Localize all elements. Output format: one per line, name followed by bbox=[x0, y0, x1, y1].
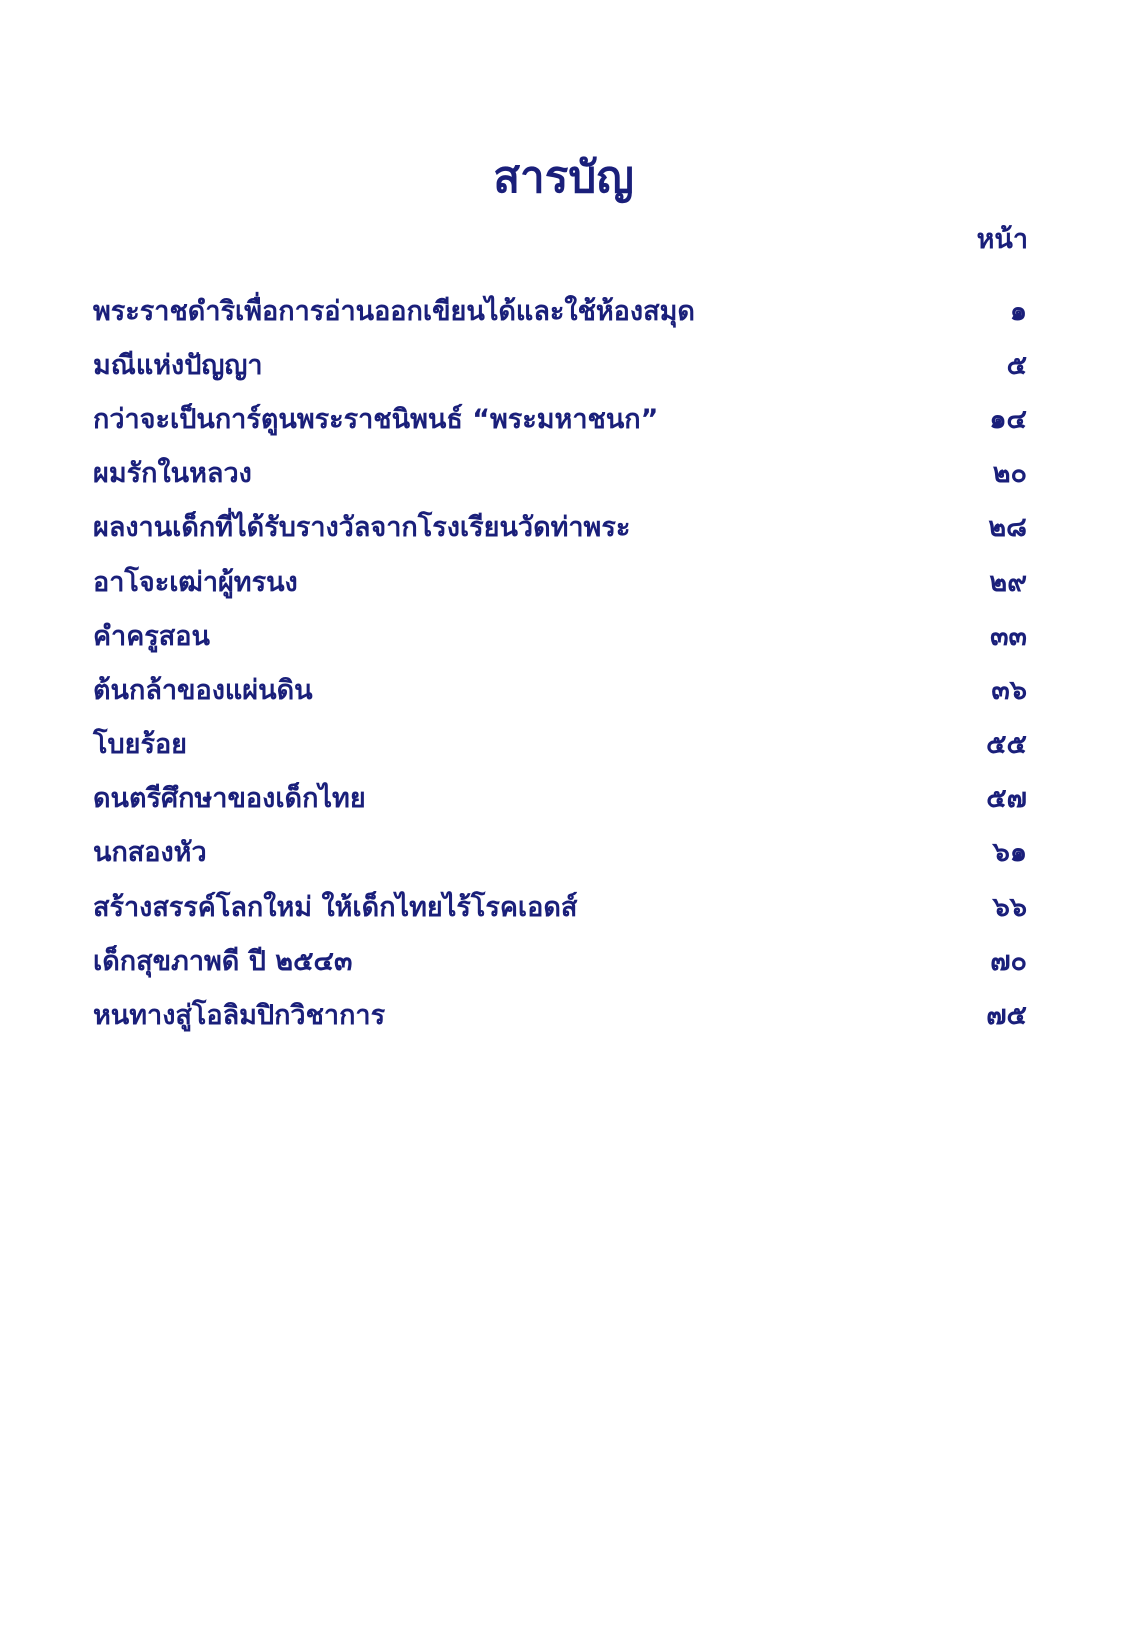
toc-entry-page-number: ๓๓ bbox=[990, 620, 1027, 652]
toc-entry-title: มณีแห่งปัญญา bbox=[93, 349, 263, 381]
toc-entry-page-number: ๗๐ bbox=[990, 945, 1027, 977]
toc-entry[interactable] bbox=[93, 500, 1027, 554]
toc-entry-title: หนทางสู่โอลิมปิกวิชาการ bbox=[93, 1000, 386, 1032]
toc-entry-page-number: ๑ bbox=[1009, 295, 1027, 327]
toc-entry-page-number: ๑๔ bbox=[989, 403, 1027, 435]
page-title: สารบัญ bbox=[493, 152, 634, 203]
toc-entry[interactable] bbox=[93, 337, 1027, 391]
toc-entry-title: อาโจะเฒ่าผู้ทรนง bbox=[93, 566, 298, 598]
toc-entry-title: พระราชดำริเพื่อการอ่านออกเขียนได้และใช้ห้องสมุด bbox=[93, 295, 695, 327]
toc-entry[interactable] bbox=[93, 717, 1027, 771]
toc-entry-page-number: ๖๖ bbox=[992, 891, 1027, 923]
toc-entry-page-number: ๒๐ bbox=[992, 458, 1027, 490]
toc-entry[interactable] bbox=[93, 554, 1027, 608]
toc-entry[interactable] bbox=[93, 608, 1027, 662]
toc-entry-page-number: ๒๙ bbox=[989, 566, 1027, 598]
toc-entry[interactable] bbox=[93, 283, 1027, 337]
page-column-header: หน้า bbox=[976, 224, 1028, 255]
toc-entry-title: โบยร้อย bbox=[93, 729, 187, 761]
toc-entry-page-number: ๗๕ bbox=[986, 1000, 1027, 1032]
toc-entry-title: สร้างสรรค์โลกใหม่ ให้เด็กไทยไร้โรคเอดส์ bbox=[93, 891, 578, 923]
toc-entry-page-number: ๕๗ bbox=[986, 783, 1027, 815]
toc-entry-title: ผมรักในหลวง bbox=[93, 458, 252, 490]
toc-entry[interactable] bbox=[93, 825, 1027, 879]
toc-entry-page-number: ๕ bbox=[1006, 349, 1027, 381]
toc-entry[interactable] bbox=[93, 446, 1027, 500]
toc-entry-title: เด็กสุขภาพดี ปี ๒๕๔๓ bbox=[93, 945, 353, 977]
toc-entry-title: นกสองหัว bbox=[93, 837, 207, 869]
toc-entry-page-number: ๒๘ bbox=[988, 512, 1027, 544]
toc-entry[interactable] bbox=[93, 771, 1027, 825]
toc-entry-title: ผลงานเด็กที่ได้รับรางวัลจากโรงเรียนวัดท่าพระ bbox=[93, 512, 631, 544]
toc-entry-title: กว่าจะเป็นการ์ตูนพระราชนิพนธ์ “พระมหาชนก” bbox=[93, 403, 659, 435]
toc-entry-title: ดนตรีศึกษาของเด็กไทย bbox=[93, 783, 366, 815]
toc-entry[interactable] bbox=[93, 662, 1027, 716]
toc-entry[interactable] bbox=[93, 933, 1027, 987]
toc-entry[interactable] bbox=[93, 987, 1027, 1041]
table-of-contents bbox=[93, 283, 1027, 1042]
toc-entry-page-number: ๖๑ bbox=[992, 837, 1027, 869]
toc-entry-title: คำครูสอน bbox=[93, 620, 210, 652]
toc-entry-page-number: ๓๖ bbox=[991, 674, 1027, 706]
toc-entry-page-number: ๕๕ bbox=[986, 729, 1027, 761]
toc-entry[interactable] bbox=[93, 879, 1027, 933]
toc-entry[interactable] bbox=[93, 391, 1027, 445]
toc-entry-title: ต้นกล้าของแผ่นดิน bbox=[93, 674, 313, 706]
